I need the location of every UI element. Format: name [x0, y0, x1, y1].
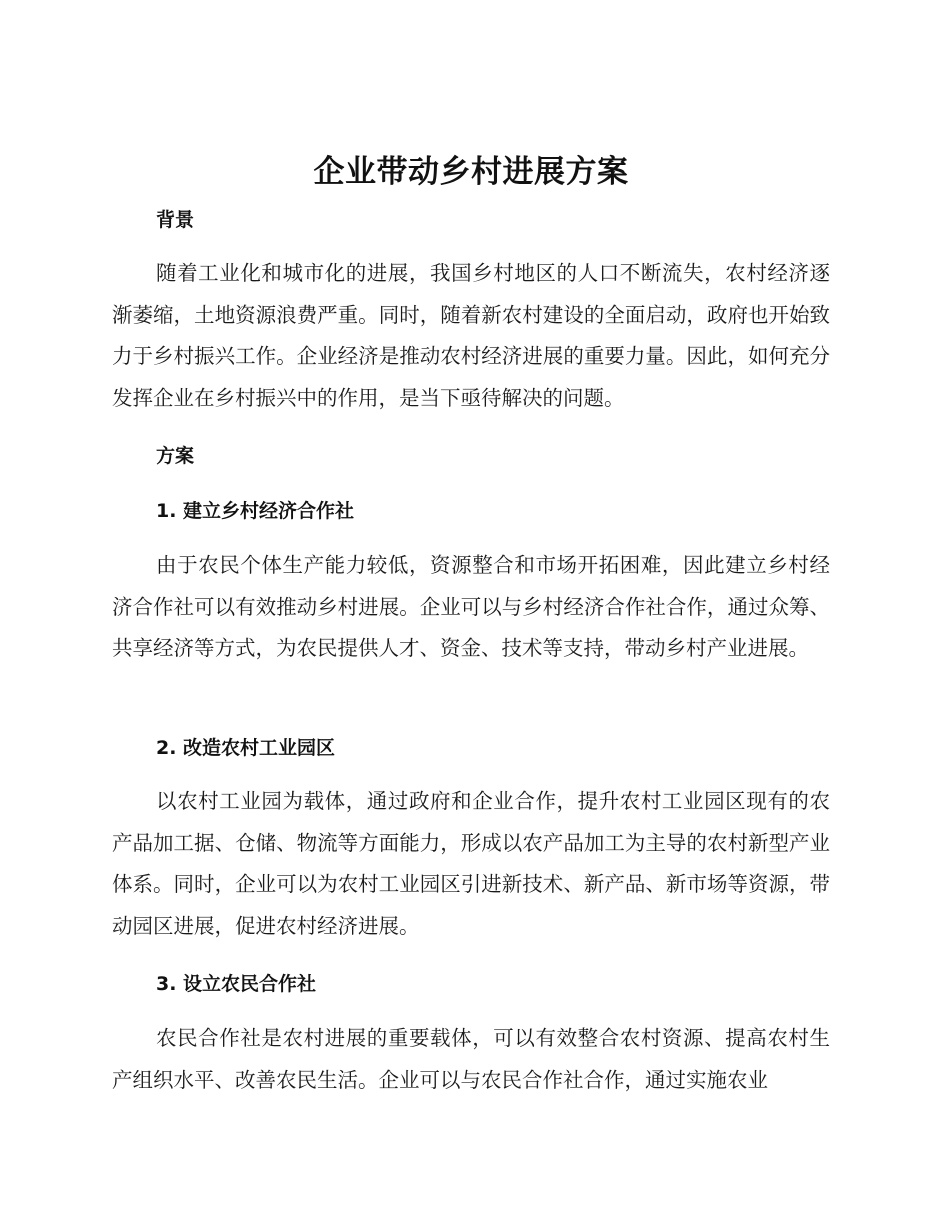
section-3-paragraph: 农民合作社是农村进展的重要载体，可以有效整合农村资源、提高农村生产组织水平、改善农民生活。企业可以与农民合作社合作，通过实施农业: [112, 1026, 830, 1092]
section-2-heading: 2. 改造农村工业园区: [156, 737, 336, 759]
background-paragraph: 随着工业化和城市化的进展，我国乡村地区的人口不断流失，农村经济逐渐萎缩，土地资源浪费严重。同时，随着新农村建设的全面启动，政府也开始致力于乡村振兴工作。企业经济是推动农村经济进展的重要力量。因此，如何充分发挥企业在乡村振兴中的作用，是当下亟待解决的问题。: [112, 261, 830, 410]
section-3-heading: 3. 设立农民合作社: [156, 973, 317, 995]
plan-heading: 方案: [156, 445, 195, 467]
document-title: 企业带动乡村进展方案: [313, 154, 629, 190]
section-1-paragraph: 由于农民个体生产能力较低，资源整合和市场开拓困难，因此建立乡村经济合作社可以有效推动乡村进展。企业可以与乡村经济合作社合作，通过众筹、共享经济等方式，为农民提供人才、资金、技术等支持，带动乡村产业进展。: [112, 553, 830, 660]
background-heading: 背景: [156, 209, 195, 231]
section-1-heading: 1. 建立乡村经济合作社: [156, 500, 355, 522]
section-2-paragraph: 以农村工业园为载体，通过政府和企业合作，提升农村工业园区现有的农产品加工据、仓储、物流等方面能力，形成以农产品加工为主导的农村新型产业体系。同时，企业可以为农村工业园区引进新技术、新产品、新市场等资源，带动园区进展，促进农村经济进展。: [112, 789, 830, 938]
